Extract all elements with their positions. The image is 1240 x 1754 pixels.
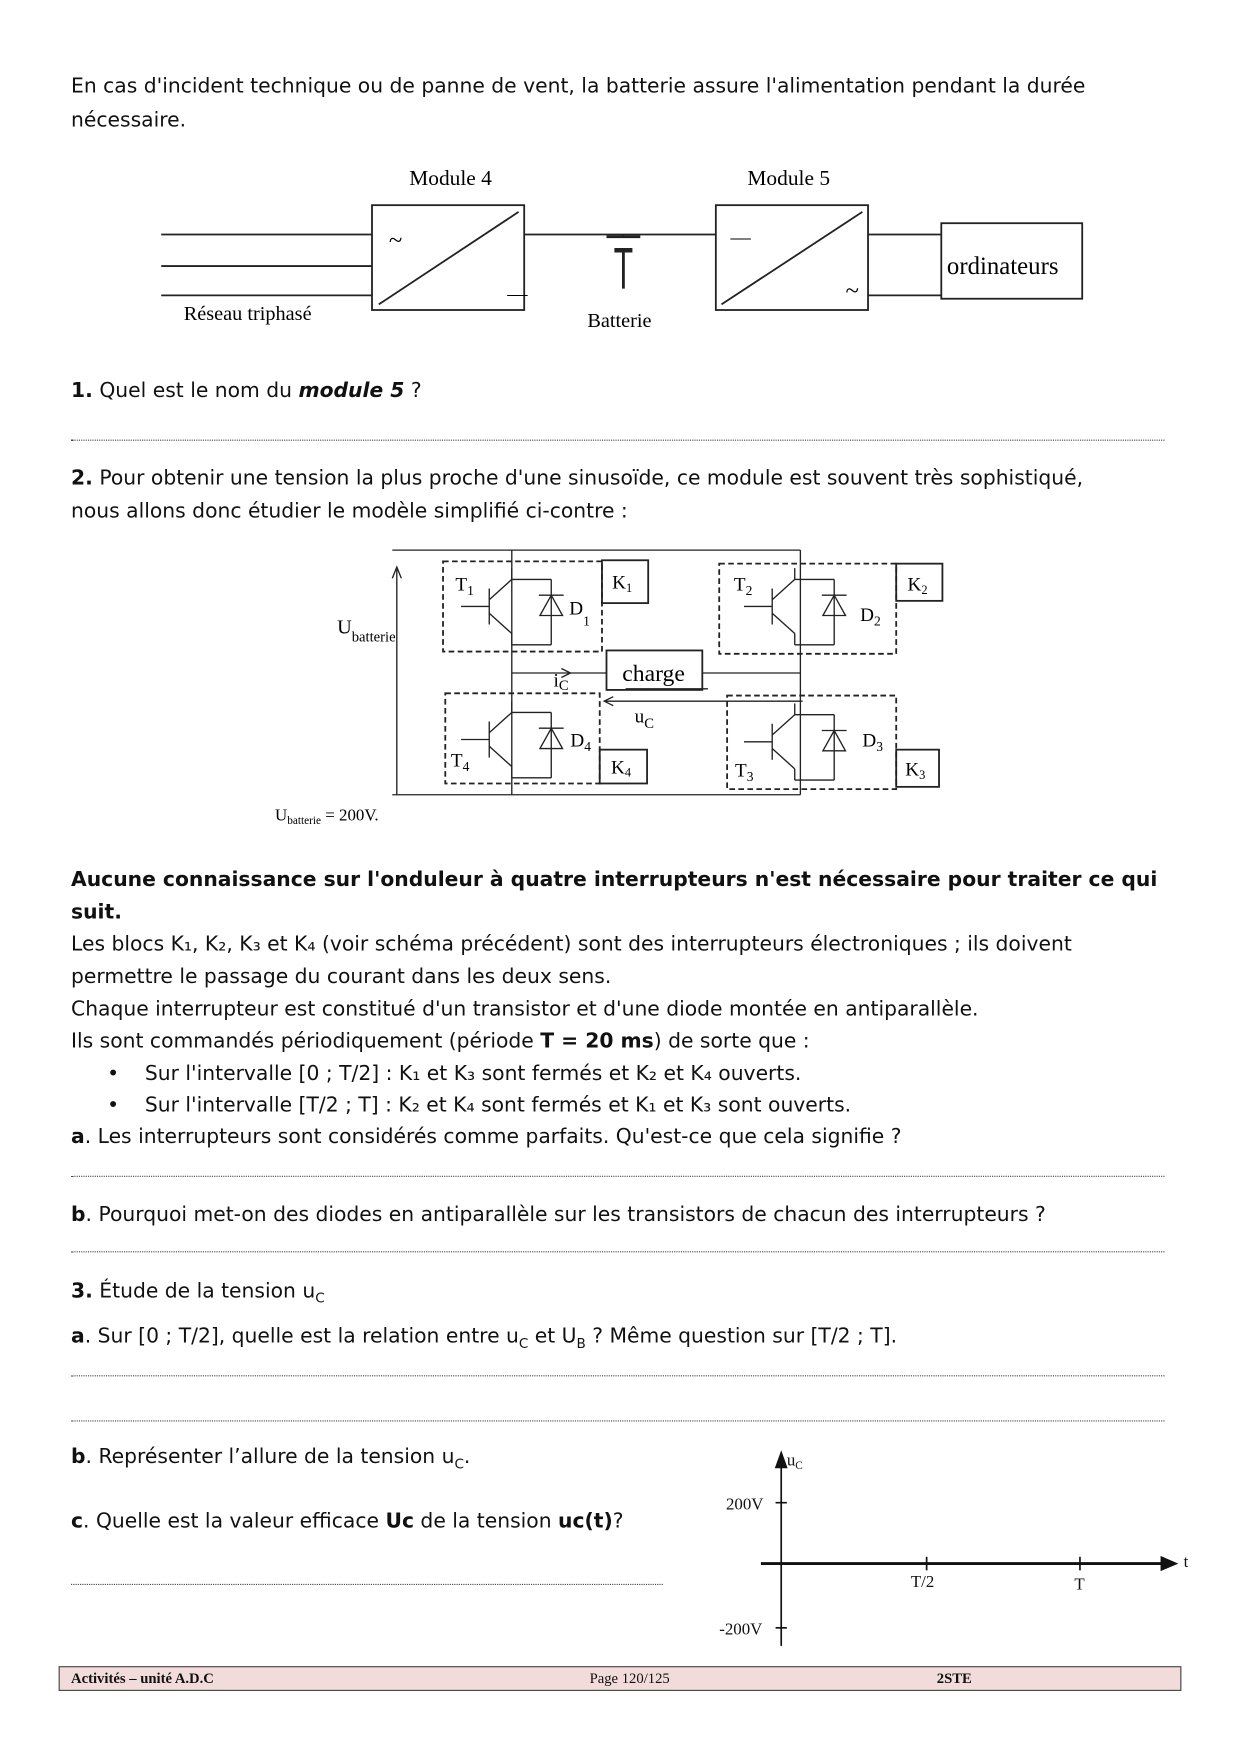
T2-label: $T_2$ (733, 574, 753, 599)
module-5-label: Module 5 (747, 165, 831, 190)
page-footer (59, 1666, 1182, 1691)
module-4-label: Module 4 (409, 165, 492, 190)
body-line: Chaque interrupteur est constitué d'un transistor et d'une diode montée en antiparallèle. (71, 997, 979, 1022)
answer-line[interactable] (71, 1176, 1164, 1177)
x-tick-period: T (1074, 1574, 1085, 1594)
y-tick-200v: 200V (725, 1494, 764, 1514)
footer-page-number: Page 120/125 (589, 1669, 670, 1687)
body-line: Ils sont commandés périodiquement (période T = 20 ms) de sorte que : (71, 1029, 810, 1053)
answer-line[interactable] (71, 440, 1164, 441)
K3-label: K3 (905, 759, 926, 782)
dc-symbol: — (730, 226, 751, 249)
D4-label: $D_4$ (570, 730, 592, 754)
D2-label: $D_2$ (860, 605, 881, 629)
batterie-label: Batterie (587, 309, 652, 332)
footer-unit: Activités – unité A.D.C (71, 1669, 214, 1687)
intro-line-1: En cas d'incident technique ou de panne de vent, la batterie assure l'alimentation pendant la durée (71, 74, 1086, 99)
D3-label: $D_3$ (862, 730, 883, 754)
K2-label: K2 (907, 574, 928, 598)
bold-note-line-2: suit. (71, 900, 122, 925)
answer-line[interactable] (71, 1375, 1164, 1376)
system-block-diagram (0, 0, 1240, 361)
ubatterie-value: $U_{batterie} = 200V$. (275, 805, 379, 828)
ubatterie-label: $U_{batterie}$ (337, 616, 396, 646)
ac-symbol: ~ (388, 227, 403, 255)
dc-symbol: — (507, 282, 528, 305)
K4-label: K4 (610, 757, 632, 780)
y-axis-label: $u_C$ (786, 1450, 803, 1472)
ordinateurs-label: ordinateurs (946, 252, 1059, 280)
body-line: permettre le passage du courant dans les deux sens. (71, 964, 612, 989)
question-3c: c. Quelle est la valeur efficace Uc de la tension uc(t)? (71, 1509, 624, 1534)
uc-graph-axes[interactable] (699, 1443, 1218, 1657)
footer-class: 2STE (936, 1669, 972, 1687)
reseau-label: Réseau triphasé (183, 303, 312, 326)
K1-label: K1 (612, 572, 633, 595)
D1-label: $D_1$ (569, 598, 590, 629)
question-2a: a. Les interrupteurs sont considérés comme parfaits. Qu'est-ce que cela signifie ? (71, 1125, 902, 1149)
uc-label: $u_C$ (634, 706, 655, 733)
intro-line-2: nécessaire. (71, 108, 187, 132)
answer-line[interactable] (71, 1251, 1164, 1252)
x-axis-label: t (1183, 1551, 1189, 1571)
T4-label: $T_4$ (450, 750, 470, 775)
question-3b: b. Représenter l’allure de la tension $u_C$. (71, 1445, 471, 1472)
question-2: 2. Pour obtenir une tension la plus proche d'une sinusoïde, ce module est souvent très sophistiqué, (71, 466, 1084, 491)
answer-line[interactable] (71, 1584, 663, 1585)
bullet-item: • Sur l'intervalle [T/2 ; T] : K₂ et K₄ sont fermés et K₁ et K₃ sont ouverts. (107, 1093, 852, 1118)
inverter-circuit (0, 541, 1240, 834)
question-3a: a. Sur [0 ; T/2], quelle est la relation entre $u_C$ et $U_B$ ? Même question sur [T/2 ; T]. (71, 1324, 898, 1352)
question-2b: b. Pourquoi met-on des diodes en antiparallèle sur les transistors de chacun des interrupteurs ? (71, 1202, 1046, 1227)
x-tick-half-period: T/2 (910, 1572, 935, 1592)
question-2-line-2: nous allons donc étudier le modèle simplifié ci-contre : (71, 499, 628, 524)
y-tick-minus-200v: -200V (719, 1619, 763, 1639)
section-3-title: 3. Étude de la tension $u_C$ (71, 1279, 325, 1307)
answer-line[interactable] (71, 1420, 1164, 1421)
ic-label: iC (553, 670, 569, 694)
charge-label: charge (622, 660, 685, 687)
ac-symbol: ~ (845, 277, 859, 305)
bullet-item: • Sur l'intervalle [0 ; T/2] : K₁ et K₃ sont fermés et K₂ et K₄ ouverts. (107, 1061, 802, 1086)
T1-label: $T_1$ (455, 574, 474, 599)
body-line: Les blocs K₁, K₂, K₃ et K₄ (voir schéma précédent) sont des interrupteurs électroniques ; ils doivent (71, 932, 1072, 956)
bold-note-line-1: Aucune connaissance sur l'onduleur à quatre interrupteurs n'est nécessaire pour traiter ce qui (71, 868, 1158, 892)
T3-label: $T_3$ (734, 760, 754, 785)
question-1: 1. Quel est le nom du module 5 ? (71, 378, 422, 403)
